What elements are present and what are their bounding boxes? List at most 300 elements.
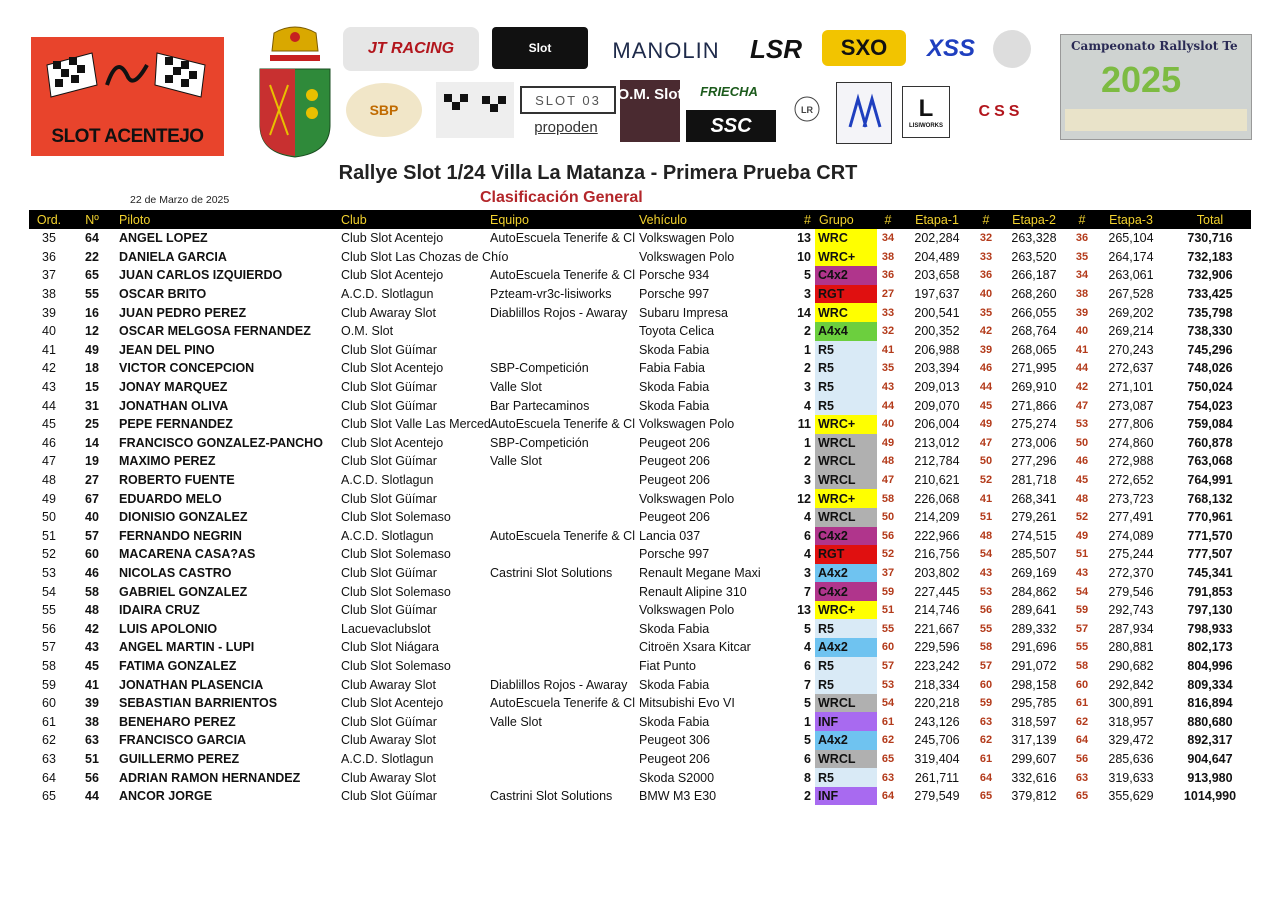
cell-num: 40 [85, 510, 99, 525]
cell-pos1: 35 [881, 362, 895, 375]
cell-stage1: 212,784 [914, 454, 960, 469]
cell-team: Bar Partecaminos [490, 398, 590, 413]
cell-group-pos: 3 [804, 565, 811, 580]
cell-stage2: 318,597 [1011, 714, 1057, 729]
cell-ord: 36 [42, 249, 56, 264]
page-title: Rallye Slot 1/24 Villa La Matanza - Primera Prueba CRT [338, 162, 858, 184]
cell-stage3: 272,637 [1108, 361, 1154, 376]
cell-num: 41 [85, 677, 99, 692]
cell-group: WRC [815, 229, 877, 248]
cell-vehicle: Peugeot 206 [639, 454, 710, 469]
cell-stage1: 203,658 [914, 268, 960, 283]
cell-stage1: 210,621 [914, 473, 960, 488]
cell-group: RGT [815, 285, 877, 304]
cell-vehicle: Porsche 934 [639, 268, 710, 283]
cell-num: 27 [85, 473, 99, 488]
cell-pilot: VICTOR CONCEPCION [119, 361, 255, 376]
cell-group: WRC+ [815, 248, 877, 267]
cell-pos1: 41 [881, 343, 895, 356]
cell-ord: 60 [42, 696, 56, 711]
table-row [29, 657, 1251, 676]
cell-pos3: 47 [1075, 399, 1089, 412]
cell-stage1: 197,637 [914, 287, 960, 302]
cell-stage3: 292,842 [1108, 677, 1154, 692]
cell-club: Club Slot Las Chozas de Chío [341, 249, 509, 264]
cell-ord: 42 [42, 361, 56, 376]
cell-stage1: 243,126 [914, 714, 960, 729]
cell-pos1: 52 [881, 548, 895, 561]
table-row [29, 508, 1251, 527]
cell-vehicle: Volkswagen Polo [639, 231, 735, 246]
cell-num: 25 [85, 417, 99, 432]
cell-stage3: 277,491 [1108, 510, 1154, 525]
cell-pos1: 62 [881, 734, 895, 747]
cell-group-pos: 4 [804, 640, 811, 655]
badge-icon [792, 94, 822, 134]
cell-total: 745,296 [1187, 342, 1233, 357]
table-header-row [29, 210, 1251, 229]
cell-pos2: 43 [979, 566, 993, 579]
cell-pos3: 53 [1075, 418, 1089, 431]
table-row [29, 489, 1251, 508]
cell-stage2: 279,261 [1011, 510, 1057, 525]
cell-pos2: 44 [979, 381, 993, 394]
cell-pilot: JONATHAN OLIVA [119, 398, 229, 413]
cell-num: 12 [85, 324, 99, 339]
cell-stage1: 261,711 [914, 770, 960, 785]
table-row [29, 434, 1251, 453]
cell-stage1: 279,549 [914, 789, 960, 804]
cell-ord: 50 [42, 510, 56, 525]
cell-num: 67 [85, 491, 99, 506]
cell-pilot: ANGEL MARTIN - LUPI [119, 640, 255, 655]
cell-stage2: 268,341 [1011, 491, 1057, 506]
cell-total: 764,991 [1187, 473, 1233, 488]
cell-pos2: 40 [979, 288, 993, 301]
cell-team: Diablillos Rojos - Awaray [490, 305, 628, 320]
cell-group-pos: 3 [804, 287, 811, 302]
cell-stage1: 222,966 [914, 528, 960, 543]
cell-stage1: 204,489 [914, 249, 960, 264]
cell-club: O.M. Slot [341, 324, 394, 339]
cell-team: AutoEscuela Tenerife & Cl [490, 417, 635, 432]
table-row [29, 303, 1251, 322]
cell-pos1: 43 [881, 381, 895, 394]
cell-group: R5 [815, 359, 877, 378]
cell-stage2: 263,328 [1011, 231, 1057, 246]
cell-pilot: ANGEL LOPEZ [119, 231, 208, 246]
cell-vehicle: Porsche 997 [639, 287, 710, 302]
cell-pos1: 57 [881, 659, 895, 672]
cell-pos2: 53 [979, 585, 993, 598]
checkered-flag-icon [440, 90, 510, 130]
cell-pos3: 60 [1075, 678, 1089, 691]
sponsor-manolin: MANOLIN [612, 38, 720, 63]
cell-num: 51 [85, 751, 99, 766]
cell-pilot: DIONISIO GONZALEZ [119, 510, 248, 525]
cell-pos1: 64 [881, 790, 895, 803]
cell-group-pos: 4 [804, 547, 811, 562]
cell-team [486, 768, 635, 787]
cell-club: Club Slot Acentejo [341, 268, 444, 283]
sponsor-ssc: SSC [686, 110, 776, 142]
cell-vehicle: Peugeot 206 [639, 473, 710, 488]
cell-stage1: 319,404 [914, 751, 960, 766]
cell-team [486, 322, 635, 341]
col-pos2: # [975, 210, 997, 229]
cell-vehicle: Toyota Celica [639, 324, 715, 339]
col-stage2: Etapa-2 [997, 210, 1071, 229]
cell-pos3: 64 [1075, 734, 1089, 747]
table-row [29, 471, 1251, 490]
cell-pos3: 35 [1075, 250, 1089, 263]
cell-stage3: 292,743 [1108, 603, 1154, 618]
cell-stage3: 270,243 [1108, 342, 1154, 357]
cell-stage2: 284,862 [1011, 584, 1057, 599]
cell-ord: 48 [42, 473, 56, 488]
cell-num: 43 [85, 640, 99, 655]
cell-team: Castrini Slot Solutions [490, 789, 613, 804]
cell-total: 809,334 [1187, 677, 1233, 692]
col-group: Grupo [815, 210, 877, 229]
cell-team: Castrini Slot Solutions [490, 565, 613, 580]
cell-pos1: 32 [881, 325, 895, 338]
cell-num: 42 [85, 621, 99, 636]
event-date: 22 de Marzo de 2025 [130, 194, 230, 206]
cell-group-pos: 13 [797, 603, 811, 618]
cell-stage1: 206,004 [914, 417, 960, 432]
cell-ord: 43 [42, 380, 56, 395]
cell-group-pos: 2 [804, 454, 811, 469]
cell-club: A.C.D. Slotlagun [341, 751, 434, 766]
cell-pos2: 56 [979, 604, 993, 617]
cell-group-pos: 2 [804, 324, 811, 339]
cell-ord: 46 [42, 435, 56, 450]
cell-pos2: 39 [979, 343, 993, 356]
cell-stage3: 272,370 [1108, 565, 1154, 580]
cell-group-pos: 7 [804, 584, 811, 599]
cell-pos1: 65 [881, 752, 895, 765]
cell-vehicle: Volkswagen Polo [639, 417, 735, 432]
cell-team: Valle Slot [490, 380, 542, 395]
cell-pos2: 54 [979, 548, 993, 561]
cell-total: 791,853 [1187, 584, 1233, 599]
cell-pos1: 55 [881, 622, 895, 635]
cell-stage3: 273,723 [1108, 491, 1154, 506]
cell-stage3: 274,860 [1108, 435, 1154, 450]
cell-stage2: 271,995 [1011, 361, 1057, 376]
cell-vehicle: Renault Megane Maxi [639, 565, 761, 580]
col-stage3: Etapa-3 [1093, 210, 1169, 229]
championship-text: Campeonato Rallyslot Te [1071, 39, 1238, 53]
cell-stage1: 200,541 [914, 305, 960, 320]
table-row [29, 266, 1251, 285]
cell-ord: 51 [42, 528, 56, 543]
cell-team: SBP-Competición [490, 435, 589, 450]
cell-pos1: 54 [881, 697, 895, 710]
cell-group: A4x2 [815, 638, 877, 657]
cell-pos2: 52 [979, 474, 993, 487]
cell-group-pos: 14 [797, 305, 811, 320]
cell-pos2: 62 [979, 734, 993, 747]
cell-stage2: 299,607 [1011, 751, 1057, 766]
cell-team: AutoEscuela Tenerife & Cl [490, 696, 635, 711]
cell-pos2: 42 [979, 325, 993, 338]
cell-stage2: 332,616 [1011, 770, 1057, 785]
table-row [29, 545, 1251, 564]
cell-total: 754,023 [1187, 398, 1233, 413]
cell-pos1: 36 [881, 269, 895, 282]
cell-pos3: 65 [1075, 790, 1089, 803]
cell-stage2: 271,866 [1011, 398, 1057, 413]
cell-ord: 53 [42, 565, 56, 580]
cell-pos1: 27 [881, 288, 895, 301]
cell-group-pos: 3 [804, 473, 811, 488]
cell-vehicle: Peugeot 206 [639, 435, 710, 450]
cell-group-pos: 6 [804, 751, 811, 766]
cell-vehicle: Citroën Xsara Kitcar [639, 640, 751, 655]
cell-stage2: 285,507 [1011, 547, 1057, 562]
cell-club: Club Awaray Slot [341, 733, 436, 748]
cell-total: 771,570 [1187, 528, 1233, 543]
cell-group-pos: 7 [804, 677, 811, 692]
cell-stage2: 269,169 [1011, 565, 1057, 580]
table-row [29, 787, 1251, 806]
cell-total: 797,130 [1187, 603, 1233, 618]
cell-ord: 49 [42, 491, 56, 506]
cell-stage3: 300,891 [1108, 696, 1154, 711]
cell-total: 777,507 [1187, 547, 1233, 562]
cell-stage3: 265,104 [1108, 231, 1154, 246]
cell-stage2: 273,006 [1011, 435, 1057, 450]
cell-total: 732,906 [1187, 268, 1233, 283]
cell-pos1: 53 [881, 678, 895, 691]
cell-pos2: 60 [979, 678, 993, 691]
cell-stage2: 291,072 [1011, 658, 1057, 673]
cell-stage1: 218,334 [914, 677, 960, 692]
cell-total: 748,026 [1187, 361, 1233, 376]
cell-group: R5 [815, 341, 877, 360]
col-pos3: # [1071, 210, 1093, 229]
cell-pilot: JUAN PEDRO PEREZ [119, 305, 247, 320]
cell-team [486, 750, 635, 769]
cell-total: 798,933 [1187, 621, 1233, 636]
cell-team: Valle Slot [490, 714, 542, 729]
table-row [29, 396, 1251, 415]
cell-team: Pzteam-vr3c-lisiworks [490, 287, 612, 302]
table-row [29, 564, 1251, 583]
table-row [29, 582, 1251, 601]
cell-num: 46 [85, 565, 99, 580]
cell-stage3: 319,633 [1108, 770, 1154, 785]
cell-pos3: 48 [1075, 492, 1089, 505]
cell-vehicle: Fabia Fabia [639, 361, 706, 376]
cell-num: 18 [85, 361, 99, 376]
cell-group: R5 [815, 378, 877, 397]
cell-num: 45 [85, 658, 99, 673]
cell-group-pos: 3 [804, 380, 811, 395]
cell-pilot: OSCAR BRITO [119, 287, 207, 302]
cell-pos2: 64 [979, 771, 993, 784]
cell-pos1: 58 [881, 492, 895, 505]
table-row [29, 768, 1251, 787]
table-row [29, 731, 1251, 750]
cell-total: 760,878 [1187, 435, 1233, 450]
table-row [29, 285, 1251, 304]
table-row [29, 359, 1251, 378]
table-row [29, 712, 1251, 731]
cell-group: WRCL [815, 508, 877, 527]
cell-num: 60 [85, 547, 99, 562]
cell-group-pos: 11 [797, 417, 811, 432]
cell-group: INF [815, 712, 877, 731]
cell-club: Club Slot Güímar [341, 398, 437, 413]
cell-group: WRCL [815, 434, 877, 453]
sponsor-checkered [436, 82, 514, 138]
cell-pilot: IDAIRA CRUZ [119, 603, 200, 618]
cell-club: Club Slot Güímar [341, 603, 437, 618]
cell-group-pos: 5 [804, 621, 811, 636]
cell-pos1: 61 [881, 715, 895, 728]
cell-club: Club Slot Solemaso [341, 547, 451, 562]
cell-pos3: 50 [1075, 436, 1089, 449]
cell-vehicle: Skoda S2000 [639, 770, 715, 785]
cell-ord: 40 [42, 324, 56, 339]
cell-group-pos: 4 [804, 510, 811, 525]
cell-stage3: 279,546 [1108, 584, 1154, 599]
cell-pilot: BENEHARO PEREZ [119, 714, 236, 729]
coat-of-arms-icon [256, 25, 334, 160]
cell-group: A4x4 [815, 322, 877, 341]
cell-club: A.C.D. Slotlagun [341, 473, 434, 488]
cell-stage1: 226,068 [914, 491, 960, 506]
cell-team [486, 471, 635, 490]
cell-pos2: 41 [979, 492, 993, 505]
sponsor-lisiworks: L LISIWORKS [902, 86, 950, 138]
cell-stage1: 227,445 [914, 584, 960, 599]
table-row [29, 675, 1251, 694]
cell-total: 759,084 [1187, 417, 1233, 432]
cell-ord: 58 [42, 658, 56, 673]
sponsor-slot03: SLOT 03 [520, 86, 616, 114]
cell-group: R5 [815, 657, 877, 676]
cell-vehicle: Skoda Fabia [639, 714, 710, 729]
cell-group-pos: 12 [797, 491, 811, 506]
cell-team: AutoEscuela Tenerife & Cl [490, 528, 635, 543]
cell-pos2: 49 [979, 418, 993, 431]
cell-stage1: 200,352 [914, 324, 960, 339]
cell-stage3: 263,061 [1108, 268, 1154, 283]
cell-pos2: 57 [979, 659, 993, 672]
cell-pilot: PEPE FERNANDEZ [119, 417, 233, 432]
cell-group: WRC+ [815, 415, 877, 434]
cell-team: Valle Slot [490, 454, 542, 469]
cell-group-pos: 6 [804, 658, 811, 673]
cell-pos2: 32 [979, 232, 993, 245]
cell-vehicle: Lancia 037 [639, 528, 701, 543]
cell-group: C4x2 [815, 582, 877, 601]
cell-stage2: 266,055 [1011, 305, 1057, 320]
cell-stage3: 269,214 [1108, 324, 1154, 339]
cell-club: Club Slot Güímar [341, 380, 437, 395]
cell-ord: 59 [42, 677, 56, 692]
cell-stage2: 379,812 [1011, 789, 1057, 804]
sponsor-badge-1 [787, 88, 827, 140]
cell-club: Club Slot Acentejo [341, 696, 444, 711]
cell-group-pos: 2 [804, 361, 811, 376]
cell-ord: 41 [42, 342, 56, 357]
sponsor-friecha: FRIECHA [700, 83, 758, 99]
sponsor-sxo: SXO [822, 30, 906, 66]
sponsor-jt-racing: JT RACING [343, 27, 479, 71]
cell-stage1: 203,394 [914, 361, 960, 376]
sponsor-lsr: LSR [750, 33, 802, 64]
cell-pos3: 44 [1075, 362, 1089, 375]
cell-total: 904,647 [1187, 751, 1233, 766]
championship-year: 2025 [1101, 59, 1182, 100]
cell-num: 65 [85, 268, 99, 283]
cell-pilot: ROBERTO FUENTE [119, 473, 235, 488]
cell-team: AutoEscuela Tenerife & Cl [490, 268, 635, 283]
table-row [29, 527, 1251, 546]
cell-club: Club Awaray Slot [341, 305, 436, 320]
cell-pos2: 48 [979, 529, 993, 542]
cell-vehicle: Skoda Fabia [639, 677, 710, 692]
cell-team [486, 248, 635, 267]
table-row [29, 452, 1251, 471]
cell-pilot: FATIMA GONZALEZ [119, 658, 237, 673]
cell-stage1: 209,070 [914, 398, 960, 413]
cell-stage2: 266,187 [1011, 268, 1057, 283]
sponsor-badge-2 [836, 82, 892, 144]
cell-num: 19 [85, 454, 99, 469]
cell-ord: 56 [42, 621, 56, 636]
cell-group: A4x2 [815, 564, 877, 583]
cell-group-pos: 6 [804, 528, 811, 543]
cell-total: 730,716 [1187, 231, 1233, 246]
cell-group-pos: 5 [804, 696, 811, 711]
cell-pos3: 46 [1075, 455, 1089, 468]
cell-stage3: 275,244 [1108, 547, 1154, 562]
cell-stage2: 291,696 [1011, 640, 1057, 655]
cell-stage3: 329,472 [1108, 733, 1154, 748]
cell-team: AutoEscuela Tenerife & Cl [490, 231, 635, 246]
cell-group: WRC+ [815, 489, 877, 508]
championship-strip [1065, 109, 1247, 131]
cell-team [486, 638, 635, 657]
cell-ord: 35 [42, 231, 56, 246]
cell-club: Club Awaray Slot [341, 677, 436, 692]
cell-stage3: 273,087 [1108, 398, 1154, 413]
cell-pos1: 56 [881, 529, 895, 542]
cell-num: 22 [85, 249, 99, 264]
cell-stage2: 295,785 [1011, 696, 1057, 711]
cell-pilot: LUIS APOLONIO [119, 621, 218, 636]
table-row [29, 248, 1251, 267]
checkered-flags-icon [37, 45, 217, 105]
cell-club: Club Slot Güímar [341, 789, 437, 804]
cell-group-pos: 1 [804, 714, 811, 729]
cell-stage1: 206,988 [914, 342, 960, 357]
cell-pos2: 33 [979, 250, 993, 263]
cell-pilot: JONATHAN PLASENCIA [119, 677, 264, 692]
cell-pilot: SEBASTIAN BARRIENTOS [119, 696, 278, 711]
cell-ord: 47 [42, 454, 56, 469]
cell-total: 750,024 [1187, 380, 1233, 395]
cell-club: Club Slot Güímar [341, 342, 437, 357]
cell-stage1: 220,218 [914, 696, 960, 711]
cell-club: Club Slot Acentejo [341, 231, 444, 246]
